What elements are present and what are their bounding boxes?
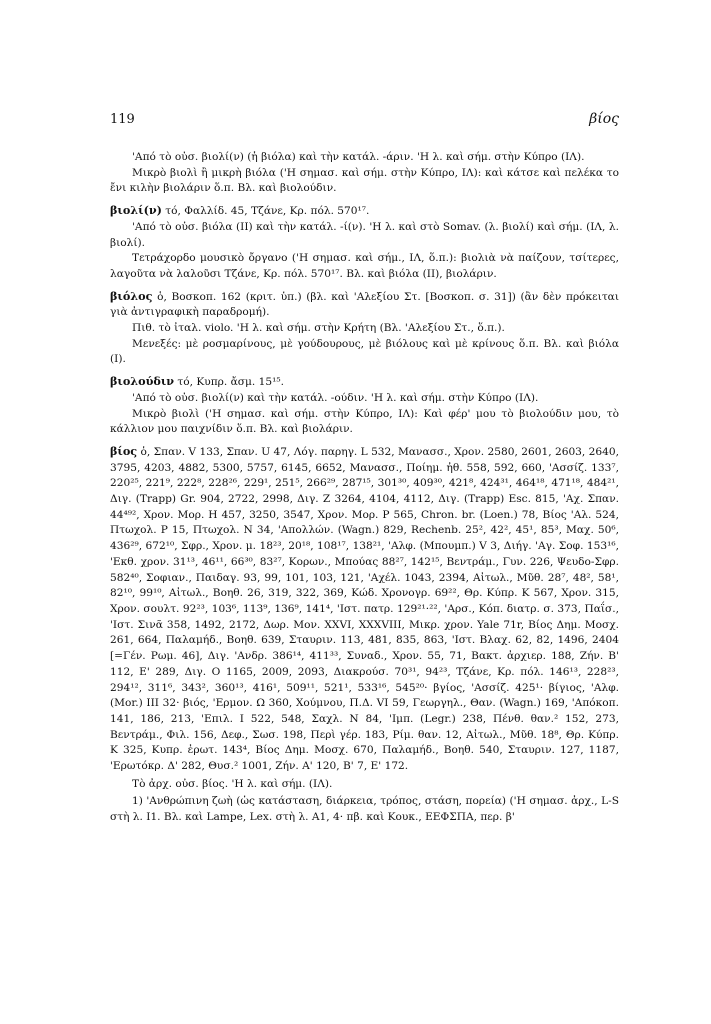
entry-text: Τετράχορδο μουσικὸ ὄργανο ('Η σημασ. καὶ σήμ., ΙΛ, ὅ.π.): βιολιὰ νὰ παίζουν, τσίτερες, λαγοῦτα νὰ λαλοῦσι Τζάνε, Κρ. πόλ. 570¹⁷. Βλ. καὶ βιόλα (ΙΙ), βιολάριν. xyxy=(110,252,619,280)
entry-lemma: βιολί(ν) xyxy=(110,203,162,218)
entry-lemma: βιολούδιν xyxy=(110,374,175,389)
entry-text: 'Από τὸ οὐσ. βιολί(ν) καὶ τὴν κατάλ. -ούδιν. 'Η λ. καὶ σήμ. στὴν Κύπρο (ΙΛ). xyxy=(132,391,539,404)
entry-sense: 1) 'Ανθρώπινη ζωὴ (ὡς κατάσταση, διάρκεια, τρόπος, στάση, πορεία) ('Η σημασ. ἀρχ., L-S στὴ λ. Ι1. Βλ. καὶ Lampe, Lex. στὴ λ. Α1, 4· πβ. καὶ Κουκ., ΕΕΦΣΠΑ, περ. β' xyxy=(110,795,619,824)
entry-text: Τὸ ἀρχ. οὐσ. βίος. 'Η λ. καὶ σήμ. (ΙΛ). xyxy=(132,777,333,790)
entry-text: 'Από τὸ οὐσ. βιολί(ν) (ἡ βιόλα) καὶ τὴν κατάλ. -άριν. 'Η λ. καὶ σήμ. στὴν Κύπρο (ΙΛ). xyxy=(132,151,585,163)
entry-text: Μικρὸ βιολὶ ('Η σημασ. καὶ σήμ. στὴν Κύπρο, ΙΛ): Καὶ φέρ' μου τὸ βιολούδιν μου, τὸ κάλλιον μου παιχνίδιν ὅ.π. Βλ. καὶ βιολάριν. xyxy=(110,407,619,436)
entry-text: τό, Κυπρ. ἄσμ. 15¹⁵. xyxy=(177,376,284,389)
entry-text: 'Από τὸ οὐσ. βιόλα (ΙΙ) καὶ τὴν κατάλ. -ί(ν). 'Η λ. καὶ στὸ Somav. (λ. βιολί) καὶ σήμ. (ΙΛ, λ. βιολί). xyxy=(110,220,619,249)
dictionary-entry xyxy=(110,203,619,220)
page-header xyxy=(110,111,619,135)
dictionary-entry xyxy=(110,444,619,775)
page-body xyxy=(110,150,619,826)
entry-text: Μικρὸ βιολὶ ἢ μικρὴ βιόλα ('Η σημασ. καὶ σήμ. στὴν Κύπρο, ΙΛ): καὶ κάτσε καὶ πελέκα το ἔνι κιλὴν βιολάριν ὅ.π. Βλ. καὶ βιολούδιν. xyxy=(110,166,619,195)
dictionary-entry xyxy=(110,374,619,391)
running-headword: βίος xyxy=(589,111,619,127)
page-number: 119 xyxy=(110,112,135,127)
entry-text: Πιθ. τὸ ἰταλ. violo. 'Η λ. καὶ σήμ. στὴν Κρήτη (Βλ. 'Αλεξίου Στ., ὅ.π.). xyxy=(132,322,505,335)
entry-text: ὁ, Βοσκοπ. 162 (κριτ. ὑπ.) (βλ. καὶ 'Αλεξίου Στ. [Βοσκοπ. σ. 31]) (ἂν δὲν πρόκειται γιὰ ἀντιγραφικὴ παραδρομή). xyxy=(110,290,619,319)
entry-text: τό, Φαλλίδ. 45, Τζάνε, Κρ. πόλ. 570¹⁷. xyxy=(165,205,370,218)
entry-lemma: βίος xyxy=(110,443,138,458)
dictionary-entry xyxy=(110,289,619,321)
entry-lemma: βιόλος xyxy=(110,288,153,303)
entry-text: Μενεξές: μὲ ροσμαρίνους, μὲ γούδουρους, μὲ βιόλους καὶ μὲ κρίνους ὅ.π. Βλ. καὶ βιόλα (Ι). xyxy=(110,337,619,366)
entry-text: ὁ, Σπαν. V 133, Σπαν. U 47, Λόγ. παρηγ. L 532, Μανασσ., Χρον. 2580, 2601, 2603, 2640, 3795, 4203, 4882, 5300, 5757, 6145, 6652, Μανασσ., Ποίημ. ἠθ. 558, 592, 660, 'Ασσίζ. 133⁷, 220²⁵, 221⁹, 222⁸, 228²⁶, 229¹, 251⁵, 266²⁹, 287¹⁵, 301³⁰, 409³⁰, 421⁸, 424³¹, 464¹⁸, 471¹⁸, 484²¹, Διγ. (Trapp) Gr. 904, 2722, 2998, Διγ. Ζ 3264, 4104, 4112, Διγ. (Trapp) Esc. 815, 'Αχ. Σπαν. 44⁴⁹², Χρον. Μορ. Η 457, 3250, 3547, Χρον. Μορ. P 565, Chron. br. (Loen.) 78, Βίος 'Αλ. 524, Πτωχολ. P 15, Πτωχολ. N 34, 'Απολλών. (Wagn.) 829, Rechenb. 25², 42², 45¹, 85³, Μαχ. 50⁶, 436²⁹, 672¹⁰, Σφρ., Χρον. μ. 18²³, 20¹⁸, 108¹⁷, 138²¹, 'Αλφ. (Μπουμπ.) V 3, Διήγ. 'Αγ. Σοφ. 153¹⁶, 'Εκθ. χρον. 31¹³, 46¹¹, 66³⁰, 83²⁷, Κορων., Μπούας 88²⁷, 142¹⁵, Βεντράμ., Γυν. 226, Ψευδο-Σφρ. 582⁴⁰, Σοφιαν., Παιδαγ. 93, 99, 101, 103, 121, 'Αχέλ. 1043, 2394, Αἰτωλ., Μῦθ. 28⁷, 48², 58¹, 82¹⁰, 99¹⁰, Αἰτωλ., Βοηθ. 26, 319, 322, 369, Κώδ. Χρονογρ. 69²², Θρ. Κύπρ. Κ 567, Χρον. 315, Χρον. σουλτ. 92²³, 103⁶, 113⁹, 136⁹, 141⁴, 'Ιστ. πατρ. 129²¹·²², 'Αρσ., Κόπ. διατρ. σ. 373, Παΐσ., 'Ιστ. Σινᾶ 358, 1492, 2172, Δωρ. Μον. XXVI, XXXVIII, Μικρ. χρον. Yale 71r, Βίος Δημ. Μοσχ. 261, 664, Παλαμήδ., Βοηθ. 639, Σταυριν. 113, 481, 835, 863, 'Ιστ. Βλαχ. 62, 82, 1496, 2404 [=Γέν. Ρωμ. 46], Διγ. 'Ανδρ. 386¹⁴, 411³³, Συναδ., Χρον. 55, 71, Βακτ. ἀρχιερ. 188, Ζήν. Β' 112, Ε' 289, Διγ. Ο 1165, 2009, 2093, Διακρούσ. 70³¹, 94²³, Τζάνε, Κρ. πόλ. 146¹³, 228²³, 294¹², 311⁶, 343², 360¹³, 416¹, 509¹¹, 521¹, 533¹⁶, 545²⁰· βγίος, 'Ασσίζ. 425¹· βίγιος, 'Αλφ. (Mor.) III 32· βιός, 'Ερμον. Ω 360, Χούμνου, Π.Δ. VI 59, Γεωργηλ., Θαν. (Wagn.) 169, 'Απόκοπ. 141, 186, 213, 'Επιλ. Ι 522, 548, Σαχλ. Ν 84, 'Ιμπ. (Legr.) 238, Πένθ. θαν.² 152, 273, Βεντράμ., Φιλ. 156, Δεφ., Σωσ. 198, Περὶ γέρ. 183, Ρίμ. θαν. 12, Αἰτωλ., Μῦθ. 18⁸, Θρ. Κύπρ. Κ 325, Κυπρ. ἐρωτ. 143⁴, Βίος Δημ. Μοσχ. 670, Παλαμήδ., Βοηθ. 540, Σταυριν. 127, 1187, 'Ερωτόκρ. Δ' 282, Θυσ.² 1001, Ζήν. Α' 120, Β' 7, Ε' 172. xyxy=(110,445,620,773)
